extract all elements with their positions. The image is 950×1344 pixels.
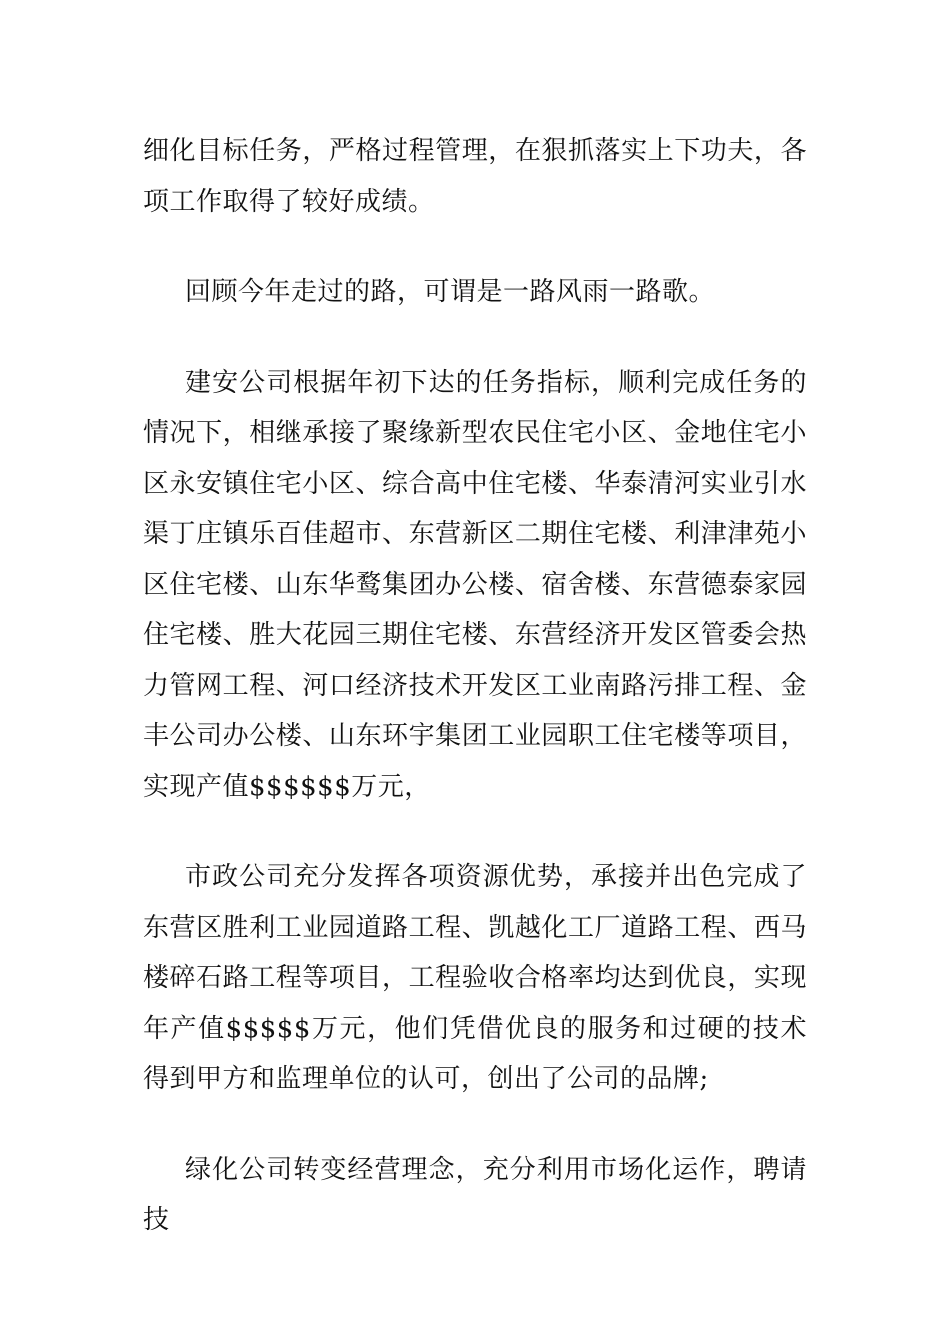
paragraph-1: 细化目标任务，严格过程管理，在狠抓落实上下功夫，各项工作取得了较好成绩。	[143, 136, 807, 217]
paragraph-5: 绿化公司转变经营理念，充分利用市场化运作，聘请技	[143, 1154, 807, 1235]
document-body	[143, 126, 807, 1246]
paragraph-3: 建安公司根据年初下达的任务指标，顺利完成任务的情况下，相继承接了聚缘新型农民住宅小区、金地住宅小区永安镇住宅小区、综合高中住宅楼、华泰清河实业引水渠丁庄镇乐百佳超市、东营新区二期住宅楼、利津津苑小区住宅楼、山东华鹜集团办公楼、宿舍楼、东营德泰家园住宅楼、胜大花园三期住宅楼、东营经济开发区管委会热力管网工程、河口经济技术开发区工业南路污排工程、金丰公司办公楼、山东环宇集团工业园职工住宅楼等项目，实现产值$$$$$$万元，	[143, 367, 807, 802]
paragraph-2: 回顾今年走过的路，可谓是一路风雨一路歌。	[185, 277, 716, 307]
paragraph-4: 市政公司充分发挥各项资源优势，承接并出色完成了东营区胜利工业园道路工程、凯越化工厂道路工程、西马楼碎石路工程等项目，工程验收合格率均达到优良，实现年产值$$$$$万元，他们凭借优良的服务和过硬的技术得到甲方和监理单位的认可，创出了公司的品牌;	[143, 862, 807, 1094]
